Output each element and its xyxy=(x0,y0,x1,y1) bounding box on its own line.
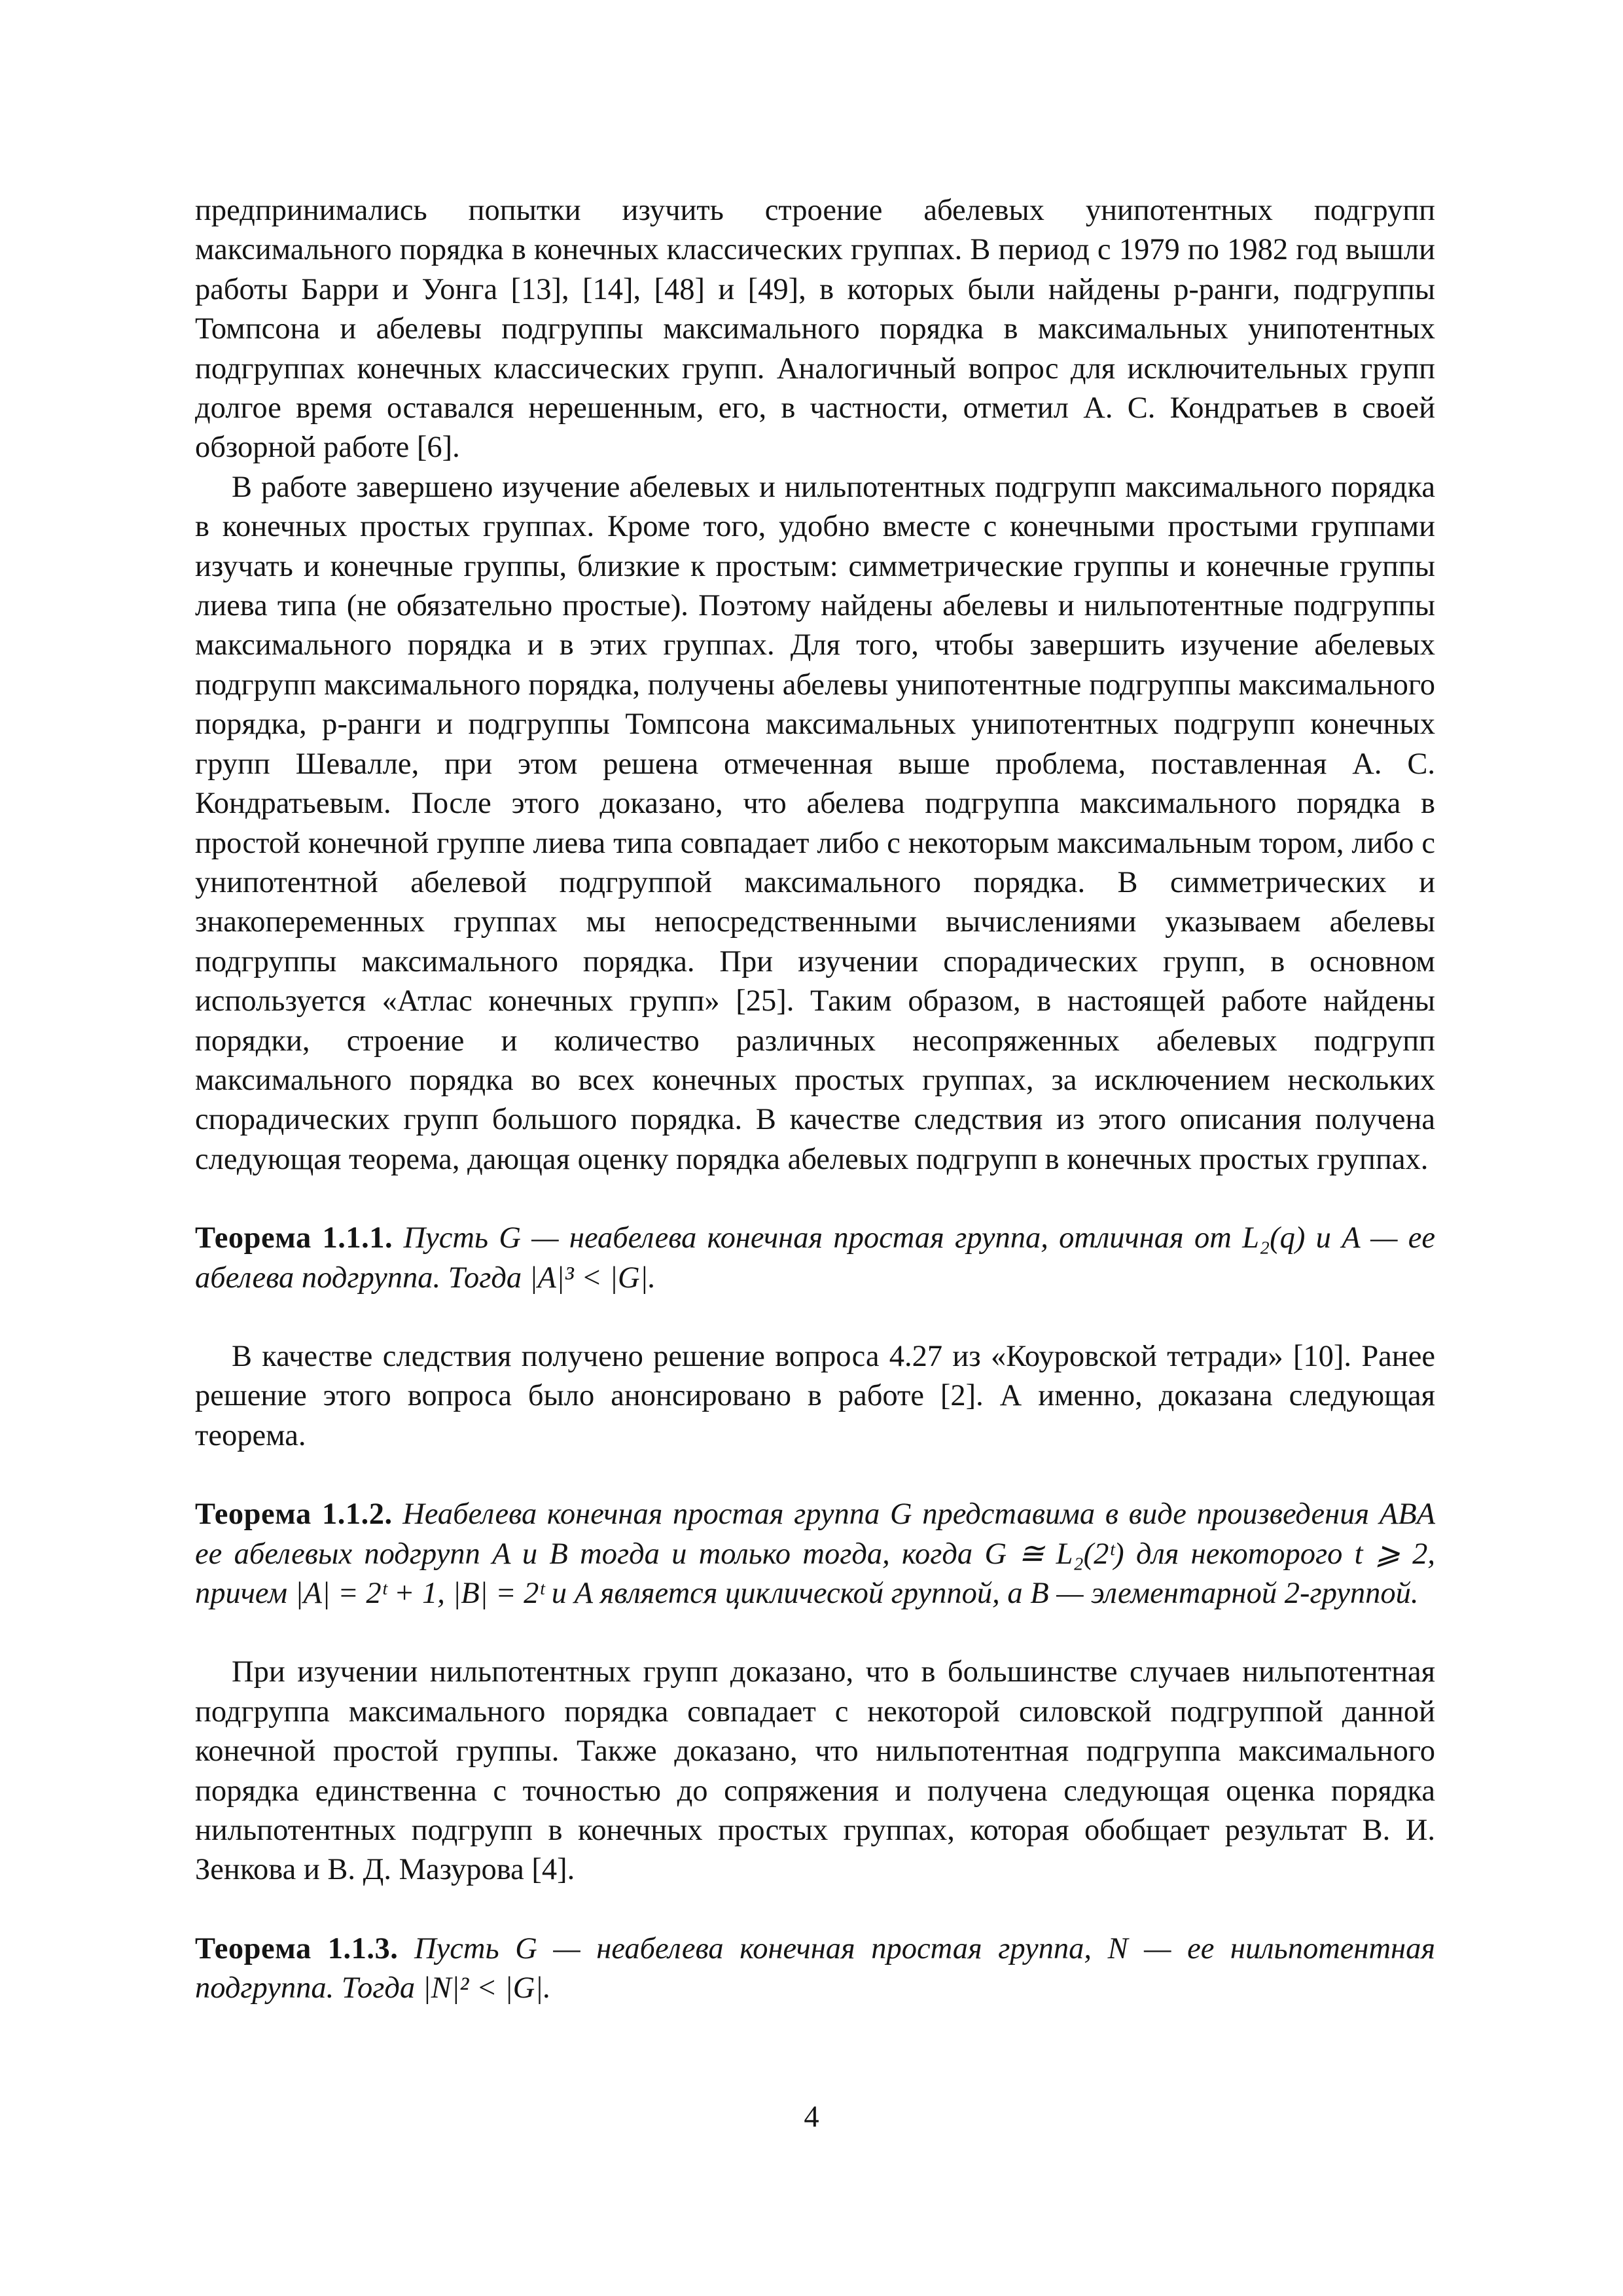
page-number: 4 xyxy=(804,2100,819,2134)
theorem-statement: Неабелева конечная простая группа G представима в виде произведения ABA ее абелевых подгрупп A и B тогда и только тогда, когда G ≅ L₂(2ᵗ) для некоторого t ⩾ 2, причем |A| = 2ᵗ + 1, |B| = 2ᵗ и A является циклической группой, а B — элементарной 2-группой. xyxy=(195,1498,1436,1610)
paragraph-2: В работе завершено изучение абелевых и нильпотентных подгрупп максимального порядка в конечных простых группах. Кроме того, удобно вместе с конечными простыми группами изучать и конечные группы, близкие к простым: симметрические группы и конечные группы лиева типа (не обязательно простые). Поэтому найдены абелевы и нильпотентные подгруппы максимального порядка и в этих группах. Для того, чтобы завершить изучение абелевых подгрупп максимального порядка, получены абелевы унипотентные подгруппы максимального порядка, p-ранги и подгруппы Томпсона максимальных унипотентных подгрупп конечных групп Шевалле, при этом решена отмеченная выше проблема, поставленная А. С. Кондратьевым. После этого доказано, что абелева подгруппа максимального порядка в простой конечной группе лиева типа совпадает либо с некоторым максимальным тором, либо с унипотентной абелевой подгруппой максимального порядка. В симметрических и знакопеременных группах мы непосредственными вычислениями указываем абелевы подгруппы максимального порядка. При изучении спорадических групп, в основном используется «Атлас конечных групп» [25]. Таким образом, в настоящей работе найдены порядки, строение и количество различных несопряженных абелевых подгрупп максимального порядка во всех конечных простых группах, за исключением нескольких спорадических групп большого порядка. В качестве следствия из этого описания получена следующая теорема, дающая оценку порядка абелевых подгрупп в конечных простых группах. xyxy=(195,470,1435,1176)
theorem-1-1-3 xyxy=(195,1929,1435,2009)
theorem-1-1-2 xyxy=(195,1495,1435,1613)
paragraph-3: В качестве следствия получено решение вопроса 4.27 из «Коуровской тетради» [10]. Ранее решение этого вопроса было анонсировано в работе [2]. А именно, доказана следующая теорема. xyxy=(195,1339,1435,1452)
theorem-1-1-1 xyxy=(195,1219,1435,1298)
paragraph-1: предпринимались попытки изучить строение абелевых унипотентных подгрупп максимального порядка в конечных классических группах. В период с 1979 по 1982 год вышли работы Барри и Уонга [13], [14], [48] и [49], в которых были найдены p-ранги, подгруппы Томпсона и абелевы подгруппы максимального порядка в максимальных унипотентных подгруппах конечных классических групп. Аналогичный вопрос для исключительных групп долгое время оставался нерешенным, его, в частности, отметил А. С. Кондратьев в своей обзорной работе [6]. xyxy=(195,194,1435,465)
theorem-label: Теорема 1.1.1. xyxy=(195,1221,393,1255)
theorem-statement: Пусть G — неабелева конечная простая группа, N — ее нильпотентная подгруппа. Тогда |N|² < |G|. xyxy=(195,1931,1435,2005)
paragraph-4: При изучении нильпотентных групп доказано, что в большинстве случаев нильпотентная подгруппа максимального порядка совпадает с некоторой силовской подгруппой данной конечной простой группы. Также доказано, что нильпотентная подгруппа максимального порядка единственна с точностью до сопряжения и получена следующая оценка порядка нильпотентных подгрупп в конечных простых группах, которая обобщает результат В. И. Зенкова и В. Д. Мазурова [4]. xyxy=(195,1655,1435,1887)
theorem-statement: Пусть G — неабелева конечная простая группа, отличная от L₂(q) и A — ее абелева подгруппа. Тогда |A|³ < |G|. xyxy=(195,1221,1435,1295)
theorem-label: Теорема 1.1.2. xyxy=(195,1498,393,1532)
page-body xyxy=(195,191,1435,2009)
theorem-label: Теорема 1.1.3. xyxy=(195,1931,399,1965)
